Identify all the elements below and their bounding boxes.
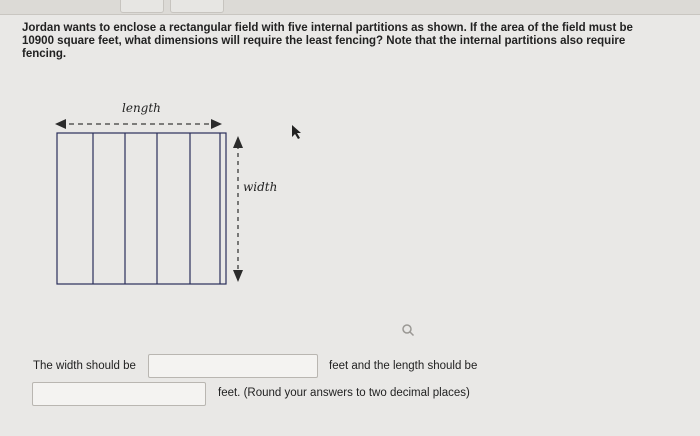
length-prompt: feet and the length should be	[329, 360, 478, 372]
search-icon[interactable]	[401, 323, 415, 337]
width-label: width	[243, 180, 278, 194]
arrow-up-icon	[233, 136, 243, 148]
width-input[interactable]	[148, 354, 318, 378]
question-text: Jordan wants to enclose a rectangular field with five internal partitions as shown. If the area of the field must be 10900 square feet, what dimensions will require the least fencing? Note that the internal partitions also require fencing.	[22, 22, 633, 60]
arrow-right-icon	[211, 119, 222, 129]
arrow-left-icon	[55, 119, 66, 129]
mouse-pointer-icon	[292, 125, 301, 139]
length-input[interactable]	[32, 382, 206, 406]
width-dimension	[233, 136, 277, 282]
width-prompt: The width should be	[33, 360, 136, 372]
rounding-instruction: feet. (Round your answers to two decimal places)	[218, 387, 470, 399]
length-dimension	[55, 101, 222, 129]
arrow-down-icon	[233, 270, 243, 282]
length-label: length	[122, 101, 161, 115]
field-rectangle	[57, 133, 226, 284]
